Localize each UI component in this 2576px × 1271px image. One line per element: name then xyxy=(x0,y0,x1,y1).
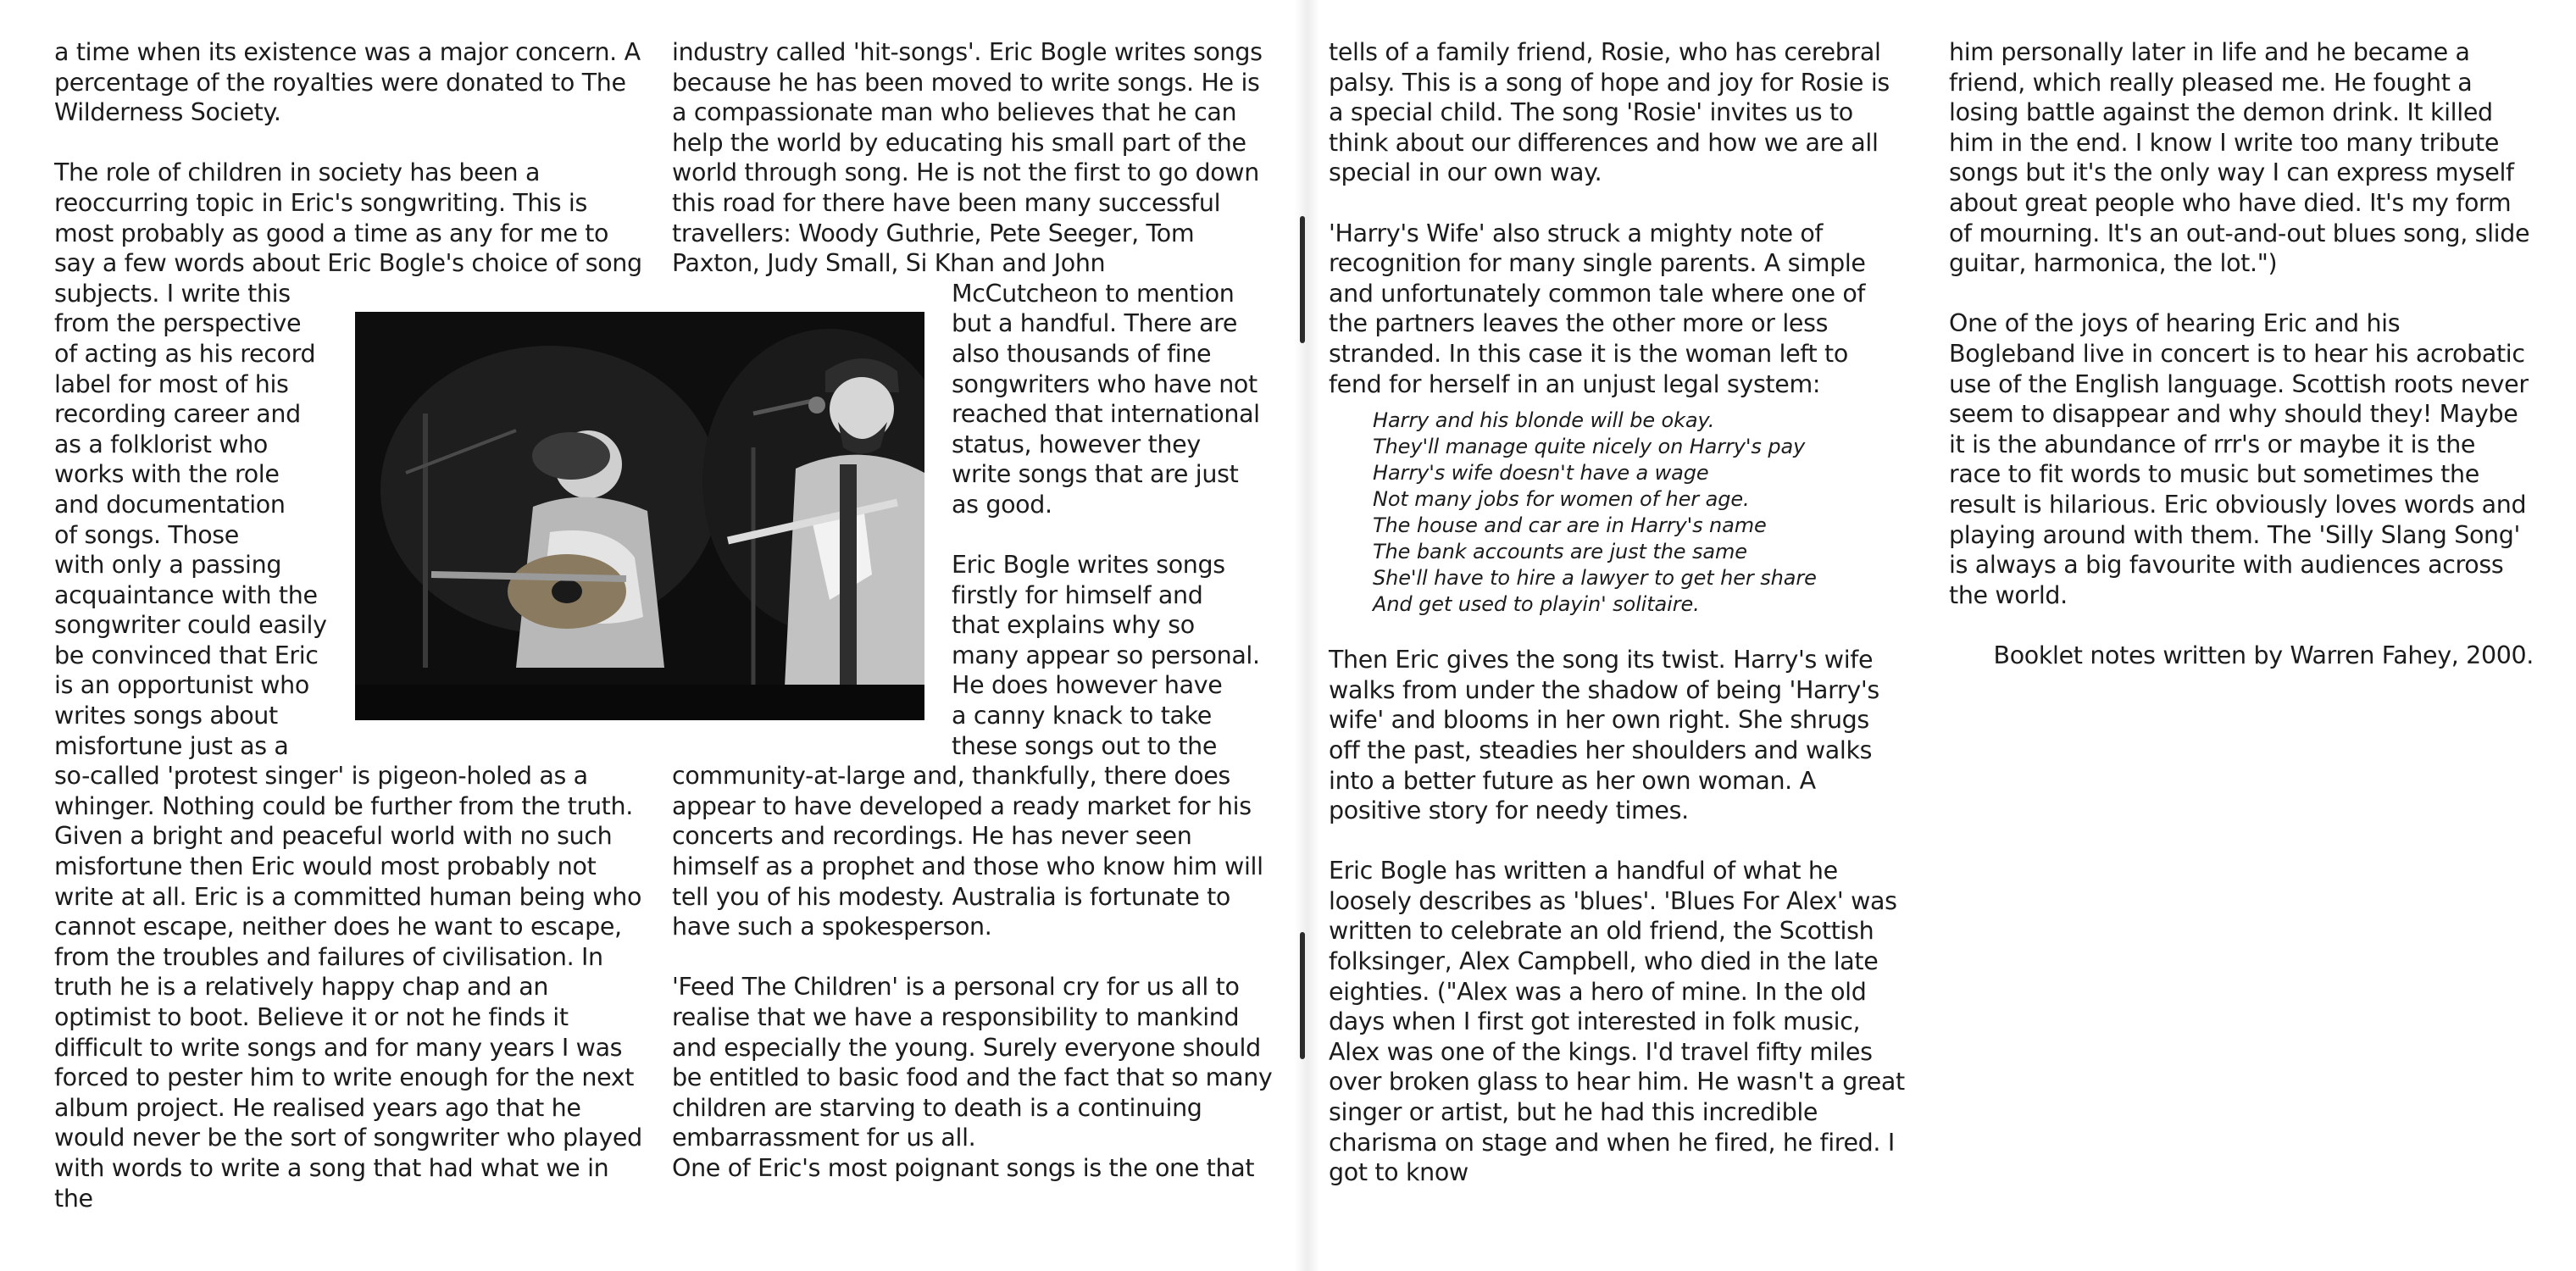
text-line: works with the role xyxy=(54,460,280,489)
text-line: songwriter could easily xyxy=(54,611,327,640)
text-line: of songs. Those xyxy=(54,520,239,549)
paragraph: 'Harry's Wife' also struck a mighty note of recognition for many single parents. A simple and unfortunately common tale where one of the partners leaves the other more or less stranded. In this case it is the woman left to fend for herself in an unjust legal system: xyxy=(1329,219,1866,398)
lyric-line: She'll have to hire a lawyer to get her share xyxy=(1373,566,1817,591)
text-line: songwriters who have not xyxy=(952,369,1257,398)
text-line: these songs out to the xyxy=(952,731,1218,760)
paragraph: tells of a family friend, Rosie, who has cerebral palsy. This is a song of hope and joy for Rosie is a special child. The song 'Rosie' invites us to think about our differences and how we are all special in our own way. xyxy=(1329,38,1890,187)
text-line: recording career and xyxy=(54,400,301,429)
text-line: a canny knack to take xyxy=(952,702,1212,730)
text-line: that explains why so xyxy=(952,611,1195,640)
text-line: as good. xyxy=(952,490,1052,519)
text-line: many appear so personal. xyxy=(952,641,1260,669)
text-line: with only a passing xyxy=(54,551,282,580)
lyric-line: The house and car are in Harry's name xyxy=(1373,513,1767,538)
text-line: and documentation xyxy=(54,490,286,519)
lyric-line: And get used to playin' solitaire. xyxy=(1373,592,1700,617)
text-line: label for most of his xyxy=(54,369,289,398)
paragraph: Eric Bogle has written a handful of what he loosely describes as 'blues'. 'Blues For Alex' was written to celebrate an old friend, the Scottish folksinger, Alex Campbell, who died in the late eighties. ("Alex was a hero of mine. In the old days when I first got interested in folk music, Alex was one of the kings. I'd travel fifty miles over broken glass to hear him. He wasn't a great singer or artist, but he had this incredible charisma on stage and when he fired, he fired. I got to know xyxy=(1329,857,1905,1187)
text-line: McCutcheon to mention xyxy=(952,279,1235,308)
text-line: is an opportunist who xyxy=(54,671,309,700)
scan-mark xyxy=(1300,216,1305,343)
paragraph: community-at-large and, thankfully, there does appear to have developed a ready market for his concerts and recordings. He has never seen himself as a prophet and those who know him will tell you of his modesty. Australia is fortunate to have such a spokesperson. xyxy=(672,762,1263,941)
text-line: He does however have xyxy=(952,671,1223,700)
text-line: from the perspective xyxy=(54,309,302,338)
paragraph: so-called 'protest singer' is pigeon-holed as a whinger. Nothing could be further from the truth. Given a bright and peaceful world with no such misfortune then Eric would most probably not write at all. Eric is a committed human being who cannot escape, neither does he want to escape, from the troubles and failures of civilisation. In truth he is a relatively happy chap and an optimist to boot. Believe it or not he finds it difficult to write songs and for many years I was forced to pester him to write enough for the next album project. He realised years ago that he would never be the sort of songwriter who played with words to write a song that had what we in the xyxy=(54,762,642,1213)
text-line: misfortune just as a xyxy=(54,731,289,760)
text-line: subjects. I write this xyxy=(54,279,291,308)
concert-photo-art xyxy=(355,312,924,720)
booklet-credit: Booklet notes written by Warren Fahey, 2000. xyxy=(1993,641,2534,669)
text-line: also thousands of fine xyxy=(952,339,1212,368)
text-line: write songs that are just xyxy=(952,460,1239,489)
lyric-line: They'll manage quite nicely on Harry's pay xyxy=(1373,435,1806,459)
lyric-line: Harry's wife doesn't have a wage xyxy=(1373,461,1709,486)
paragraph: The role of children in society has been a reoccurring topic in Eric's songwriting. This is most probably as good a time as any for me to say a few words about Eric Bogle's choice of song xyxy=(54,158,642,278)
text-line: status, however they xyxy=(952,430,1201,458)
concert-photo xyxy=(355,312,924,720)
lyric-line: Harry and his blonde will be okay. xyxy=(1373,408,1715,433)
text-line: Eric Bogle writes songs xyxy=(952,551,1225,580)
paragraph: him personally later in life and he became a friend, which really pleased me. He fought a losing battle against the demon drink. It killed him in the end. I know I write too many tribute songs but it's the only way I can express myself about great people who have died. It's my form of mourning. It's an out-and-out blues song, slide guitar, harmonica, the lot.") xyxy=(1949,38,2530,278)
paragraph: a time when its existence was a major concern. A percentage of the royalties were donated to The Wilderness Society. xyxy=(54,38,641,127)
text-line: as a folklorist who xyxy=(54,430,269,458)
text-line: but a handful. There are xyxy=(952,309,1238,338)
song-lyrics-excerpt xyxy=(1373,408,1905,618)
text-line: of acting as his record xyxy=(54,339,316,368)
right-page-column-4 xyxy=(1949,37,2534,701)
paragraph: Then Eric gives the song its twist. Harry's wife walks from under the shadow of being 'Harry's wife' and blooms in her own right. She shrugs off the past, steadies her shoulders and walks into a better future as her own woman. A positive story for needy times. xyxy=(1329,646,1879,825)
text-line: reached that international xyxy=(952,400,1260,429)
text-line: firstly for himself and xyxy=(952,580,1203,609)
page-gutter xyxy=(1295,0,1320,1271)
paragraph: 'Feed The Children' is a personal cry for us all to realise that we have a responsibility to mankind and especially the young. Surely everyone should be entitled to basic food and the fact that so many children are starving to death is a continuing embarrassment for us all. xyxy=(672,973,1273,1152)
lyric-line: The bank accounts are just the same xyxy=(1373,540,1747,564)
paragraph: industry called 'hit-songs'. Eric Bogle writes songs because he has been moved to write songs. He is a compassionate man who believes that he can help the world by educating his small part of the world through song. He is not the first to go down this road for there have been many successful travellers: Woody Guthrie, Pete Seeger, Tom Paxton, Judy Small, Si Khan and John xyxy=(672,38,1263,278)
right-page-column-3 xyxy=(1329,37,1905,1218)
paragraph: One of the joys of hearing Eric and his Bogleband live in concert is to hear his acrobatic use of the English language. Scottish roots never seem to disappear and why should they! Maybe it is the abundance of rrr's or maybe it is the race to fit words to music but sometimes the result is hilarious. Eric obviously loves words and playing around with them. The 'Silly Slang Song' is always a big favourite with audiences across the world. xyxy=(1949,309,2529,609)
scan-mark xyxy=(1300,932,1305,1059)
text-line: acquaintance with the xyxy=(54,580,318,609)
paragraph: One of Eric's most poignant songs is the one that xyxy=(672,1153,1255,1182)
text-line: writes songs about xyxy=(54,702,278,730)
lyric-line: Not many jobs for women of her age. xyxy=(1373,487,1750,512)
text-line: be convinced that Eric xyxy=(54,641,319,669)
